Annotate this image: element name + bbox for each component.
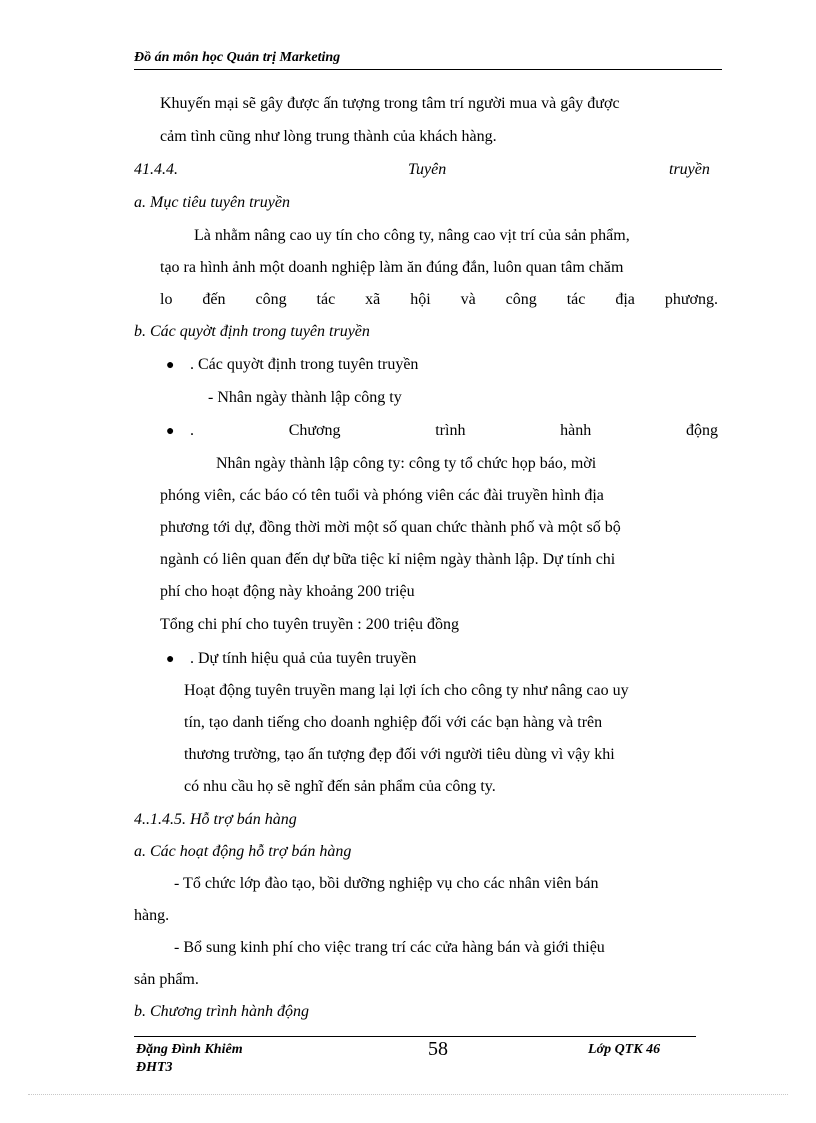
word: . [190,422,194,439]
para-2-line-3 [160,291,718,309]
para-3-line-3: phương tới dự, đồng thời mời một số quan chức thành phố và một số bộ [160,519,621,536]
para-1-line-2: cảm tình cũng như lòng trung thành của khách hàng. [160,128,497,145]
heading-b: b. Các quyờt định trong tuyên truyền [134,323,370,340]
word: Chương [288,422,341,439]
word: lo [160,291,173,308]
para-4-line-3: thương trường, tạo ấn tượng đẹp đối với người tiêu dùng vì vậy khi [184,746,615,763]
footer-class: Lớp QTK 46 [588,1042,661,1057]
heading-b2: b. Chương trình hành động [134,1003,310,1020]
section-word-2: truyền [669,161,710,178]
bullet-2-text [190,422,718,440]
page-bottom-dots [28,1094,788,1095]
word: hội [410,291,431,308]
para-5-line-1: - Tổ chức lớp đào tạo, bồi dưỡng nghiệp vụ cho các nhân viên bán [174,875,599,892]
word: tác [316,291,336,308]
header-title: Đồ án môn học Quản trị Marketing [134,50,341,65]
para-3-line-4: ngành có liên quan đến dự bữa tiệc kỉ niệm ngày thành lập. Dự tính chi [160,551,616,568]
word: công [505,291,537,308]
para-6-line-1: - Bổ sung kinh phí cho việc trang trí các cửa hàng bán và giới thiệu [174,939,605,956]
section-word-1: Tuyên [408,161,447,178]
para-6-line-2: sản phẩm. [134,971,199,988]
heading-a: a. Mục tiêu tuyên truyền [134,194,290,211]
para-3-line-5: phí cho hoạt động này khoảng 200 triệu [160,583,415,600]
para-3-line-2: phóng viên, các báo có tên tuổi và phóng viên các đài truyền hình địa [160,487,604,504]
section-2-heading: 4..1.4.5. Hỗ trợ bán hàng [134,811,297,828]
footer-code: ĐHT3 [136,1060,173,1075]
bullet-dot: ● [166,652,175,667]
para-3-line-1: Nhân ngày thành lập công ty: công ty tổ chức họp báo, mời [216,455,597,472]
para-5-line-2: hàng. [134,907,170,924]
para-4-line-1: Hoạt động tuyên truyền mang lại lợi ích cho công ty như nâng cao uy [184,682,629,699]
word: phương. [664,291,718,308]
para-4-line-2: tín, tạo danh tiếng cho doanh nghiệp đối với các bạn hàng và trên [184,714,603,731]
bullet-dot: ● [166,358,175,373]
header-rule [134,69,722,70]
word: động [685,422,718,439]
sub-item-1: - Nhân ngày thành lập công ty [208,389,402,406]
word: tác [566,291,586,308]
footer-author: Đặng Đình Khiêm [136,1042,243,1057]
para-2-line-2: tạo ra hình ảnh một doanh nghiệp làm ăn đúng đắn, luôn quan tâm chăm [160,259,624,276]
bullet-3-text: . Dự tính hiệu quả của tuyên truyền [190,650,417,667]
page-number: 58 [428,1038,448,1060]
section-number: 41.4.4. [134,161,178,178]
word: xã [365,291,381,308]
bullet-1-text: . Các quyờt định trong tuyên truyền [190,356,419,373]
word: và [460,291,476,308]
para-1-line-1: Khuyến mại sẽ gây được ấn tượng trong tâm trí người mua và gây được [160,95,620,112]
bullet-dot: ● [166,424,175,439]
heading-a2: a. Các hoạt động hỗ trợ bán hàng [134,843,352,860]
para-2-line-1: Là nhằm nâng cao uy tín cho công ty, nâng cao vịt trí của sản phẩm, [194,227,630,244]
word: hành [560,422,592,439]
word: đến [202,291,226,308]
word: công [255,291,287,308]
footer-rule [134,1036,696,1037]
word: trình [435,422,466,439]
total-cost: Tổng chi phí cho tuyên truyền : 200 triệu đồng [160,616,460,633]
word: địa [615,291,635,308]
para-4-line-4: có nhu cầu họ sẽ nghĩ đến sản phẩm của công ty. [184,778,496,795]
